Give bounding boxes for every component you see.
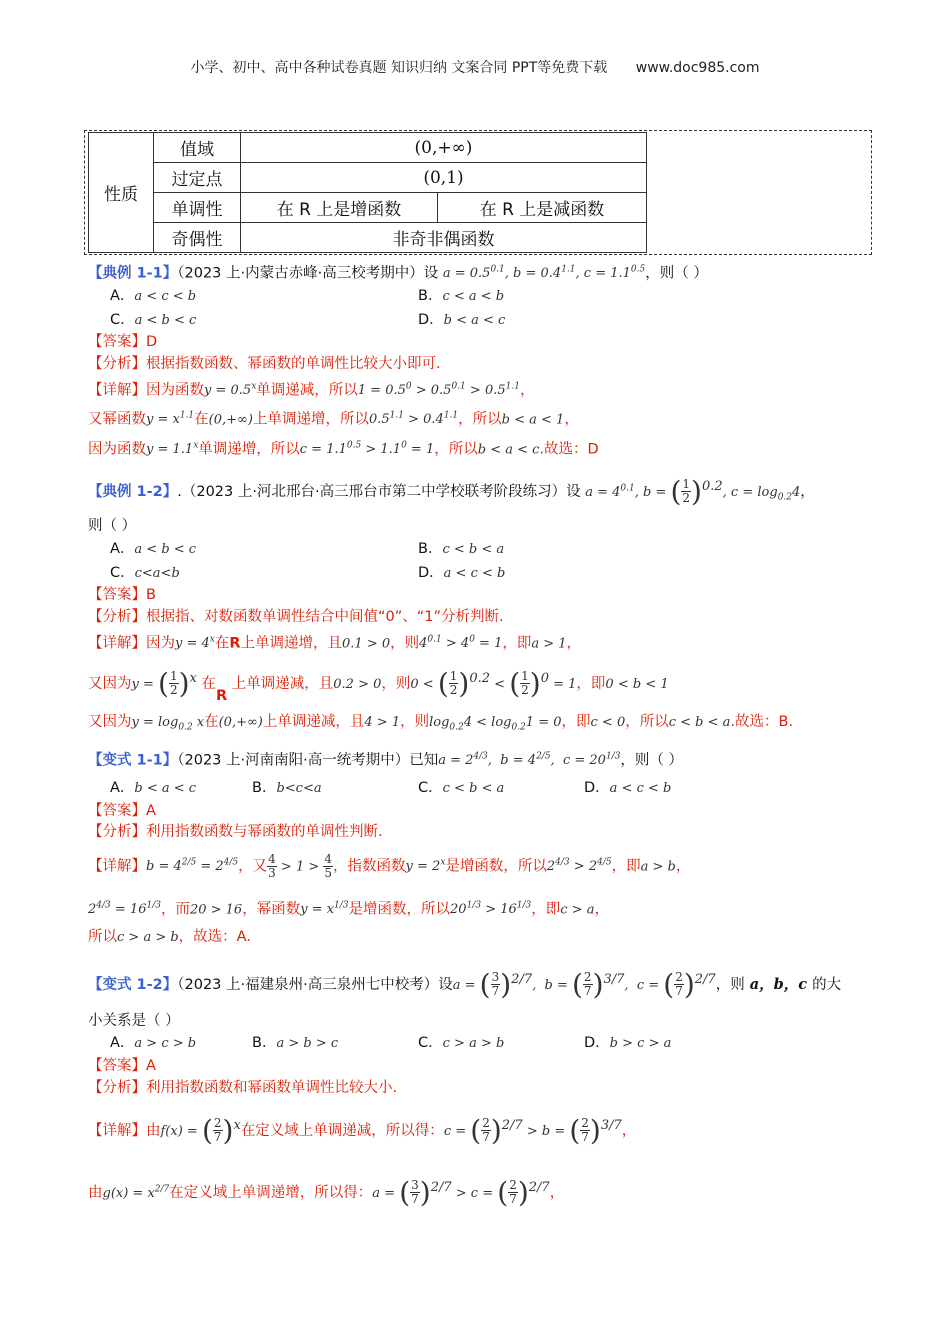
ex11-detail-3: 因为函数$y = 1.1^x$单调递增，所以$c = 1.1^{0.5} > 1.1^0 = 1$，所以b < a < c.故选：D	[88, 441, 599, 458]
ex12-option-b: B．c < b < a	[418, 541, 505, 557]
row-name: 奇偶性	[154, 223, 241, 253]
ex11-option-b: B．c < a < b	[418, 288, 505, 304]
ex12-analysis: 【分析】根据指、对数函数单调性结合中间值“0”、“1”分析判断.	[88, 609, 504, 625]
var11-question: 【变式 1-1】（2023 上·河南南阳·高一统考期中）已知$a = 2^{4/3}$, $b = 4^{2/5}$, $c = 20^{1/3}$，则（ ）	[88, 752, 684, 769]
var11-analysis: 【分析】利用指数函数与幂函数的单调性判断.	[88, 824, 383, 840]
var12-detail-1: 【详解】由f(x) = ( $\frac{2}{7}$ )$^x$在定义域上单调递减，所以得：c = ( $\frac{2}{7}$ )$^{2/7}$ > b = ( $\frac{2}{7}$ )$^{3/7}$，	[88, 1113, 637, 1147]
var11-answer: 【答案】A	[88, 803, 156, 819]
row-name: 过定点	[154, 163, 241, 193]
var12-option-d: D．b > c > a	[584, 1035, 672, 1051]
ex12-detail-3: 又因为$y = \log_{0.2} x$在(0,+∞)上单调递减，且4 > 1，则$\log_{0.2}4 < \log_{0.2}1 = 0$，即c < 0，所以c < b < a.故选：B.	[88, 714, 794, 733]
ex12-answer: 【答案】B	[88, 587, 156, 603]
row-name: 值域	[154, 133, 241, 163]
ex12-detail-2: 又因为y = ( $\frac{1}{2}$ )$^x$ 在R 上单调递减，且0.2 > 0，则0 < ( $\frac{1}{2}$ )$^{0.2}$ < ( $\frac{1}{2}$ )$^0$ = 1，即0 < b < 1	[88, 666, 669, 704]
var12-detail-2: 由$g(x) = x^{2/7}$在定义域上单调递增，所以得：a = ( $\frac{3}{7}$ )$^{2/7}$ > c = ( $\frac{2}{7}$ )$^{2/7}$，	[88, 1175, 565, 1209]
ex12-detail-1: 【详解】因为$y = 4^x$在R上单调递增，且0.1 > 0，则$4^{0.1} > 4^0 = 1$，即a > 1，	[88, 635, 582, 652]
row-value: (0,+∞)	[241, 133, 647, 163]
var12-answer: 【答案】A	[88, 1058, 156, 1074]
ex12-option-c: C．c<a<b	[110, 565, 180, 581]
row-value-left: 在 R 上是增函数	[241, 193, 438, 223]
var12-analysis: 【分析】利用指数函数和幂函数单调性比较大小.	[88, 1080, 398, 1096]
var12-option-a: A．a > c > b	[110, 1035, 197, 1051]
ex12-option-d: D．a < c < b	[418, 565, 506, 581]
ex11-tag: 【典例 1-1】	[88, 265, 178, 282]
header-text: 小学、初中、高中各种试卷真题 知识归纳 文案合同 PPT等免费下载	[190, 60, 608, 76]
ex11-detail-2: 又幂函数$y = x^{1.1}$在(0,+∞)上单调递增，所以$0.5^{1.1} > 0.4^{1.1}$，所以b < a < 1，	[88, 411, 579, 428]
ex11-detail-1: 【详解】因为函数$y = 0.5^x$单调递减，所以$1 = 0.5^0 > 0.5^{0.1} > 0.5^{1.1}$，	[88, 382, 535, 399]
var12-option-b: B．a > b > c	[252, 1035, 339, 1051]
var11-detail-3: 所以c > a > b，故选：A.	[88, 929, 251, 945]
var11-option-c: C．c < b < a	[418, 780, 505, 796]
var11-option-d: D．a < c < b	[584, 780, 672, 796]
ex11-answer: 【答案】D	[88, 334, 158, 350]
ex11-analysis: 【分析】根据指数函数、幂函数的单调性比较大小即可.	[88, 356, 441, 372]
ex12-option-a: A．a < b < c	[110, 541, 197, 557]
row-value-right: 在 R 上是减函数	[438, 193, 647, 223]
ex12-then: 则（ ）	[88, 518, 137, 534]
page-header	[0, 57, 950, 77]
var11-option-a: A．b < a < c	[110, 780, 197, 796]
var11-detail-1: 【详解】$b = 4^{2/5} = 2^{4/5}$，又 $\frac{4}{3}$ > 1 > $\frac{4}{5}$ ，指数函数$y = 2^x$是增函数，所以$2^{4/3} > 2^{4/5}$，即a > b，	[88, 851, 691, 880]
row-name: 单调性	[154, 193, 241, 223]
ex11-option-a: A．a < c < b	[110, 288, 197, 304]
row-value: 非奇非偶函数	[241, 223, 647, 253]
ex11-tail: ，则（ ）	[645, 265, 708, 282]
var11-detail-2: $2^{4/3} = 16^{1/3}$，而20 > 16，幂函数$y = x^{1/3}$是增函数，所以$20^{1/3} > 16^{1/3}$，即c > a，	[88, 901, 609, 918]
ex11-option-c: C．a < b < c	[110, 312, 197, 328]
ex11-question: 【典例 1-1】（2023 上·内蒙古赤峰·高三校考期中）设 $a = 0.5^{0.1}$, $b = 0.4^{1.1}$, $c = 1.1^{0.5}$，则（ ）	[88, 265, 708, 282]
ex12-question: 【典例 1-2】.（2023 上·河北邢台·高三邢台市第二中学校联考阶段练习）设 $a = 4^{0.1}$, b = ( $\frac{1}{2}$ )$^{0.2}$, $c = \log_{0.2}4$，	[88, 474, 815, 508]
header-site: www.doc985.com	[635, 60, 760, 76]
ex11-option-d: D．b < a < c	[418, 312, 506, 328]
var12-line2: 小关系是（ ）	[88, 1013, 180, 1029]
var12-question: 【变式 1-2】（2023 上·福建泉州·高三泉州七中校考）设a = ( $\frac{3}{7}$ )$^{2/7}$, b = ( $\frac{2}{7}$ )$^{3/7}$, c = ( $\frac{2}{7}$ )$^{2/7}$，则 a，b，c 的大	[88, 967, 842, 1001]
row-value: (0,1)	[241, 163, 647, 193]
ex11-source: （2023 上·内蒙古赤峰·高三校考期中）设	[177, 265, 439, 282]
table-label: 性质	[89, 133, 154, 253]
var11-option-b: B．b<c<a	[252, 780, 322, 796]
properties-table	[88, 132, 647, 253]
var12-option-c: C．c > a > b	[418, 1035, 505, 1051]
